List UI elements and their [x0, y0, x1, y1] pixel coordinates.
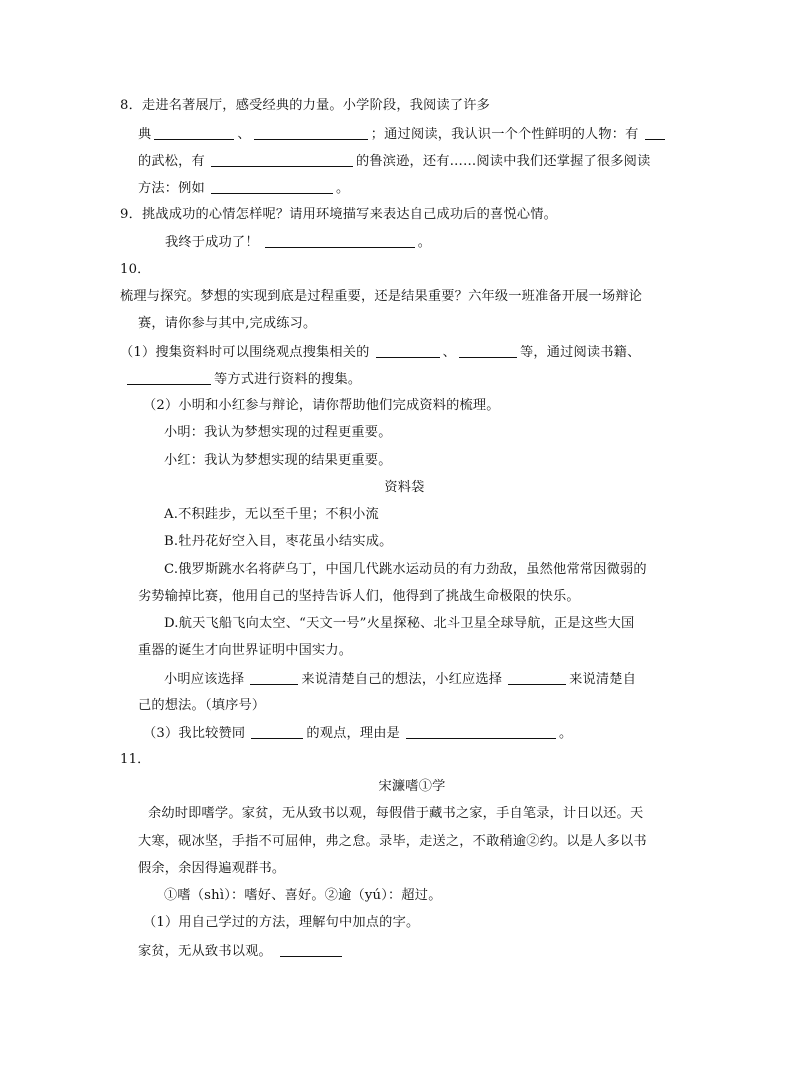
q8-text: 的鲁滨逊，还有……阅读中我们还掌握了很多阅读	[355, 154, 651, 169]
q8-text: ；通过阅读，我认识一个个性鲜明的人物：有	[370, 127, 639, 142]
q10-text: 等，通过阅读书籍、	[519, 345, 641, 360]
q10-option-c-line-2: 劣势输掉比赛，他用自己的坚持告诉人们，他得到了挑战生命极限的快乐。	[138, 589, 580, 604]
q10-xiaoming: 小明：我认为梦想实现的过程更重要。	[164, 425, 392, 440]
q8-text: 方法：例如	[138, 181, 205, 196]
q10-text: （3）我比较赞同	[143, 726, 246, 741]
q10-option-d-line-1: D.航天飞船飞向太空、“天文一号”火星探秘、北斗卫星全球导航，正是这些大国	[164, 616, 635, 631]
q9-text: 我终于成功了！	[165, 235, 259, 250]
q10-blank-3[interactable]	[127, 370, 211, 385]
q10-option-a: A.不积跬步，无以至千里；不积小流	[164, 507, 379, 522]
q8-line-4	[138, 179, 349, 198]
q9-line-1: 9．挑战成功的心情怎样呢？请用环境描写来表达自己成功后的喜悦心情。	[120, 207, 557, 222]
q8-text: 典	[138, 127, 152, 142]
q10-select-line-1	[164, 670, 636, 689]
q10-option-c-line-1: C.俄罗斯跳水名将萨乌丁，中国几代跳水运动员的有力劲敌，虽然他常常因微弱的	[164, 562, 647, 577]
q10-text: 的观点，理由是	[306, 726, 401, 741]
q10-blank-2[interactable]	[459, 343, 517, 358]
q11-passage-line-2: 大寒，砚冰坚，手指不可屈伸，弗之怠。录毕，走送之，不敢稍逾②约。以是人多以书	[138, 834, 647, 849]
q11-annotation: ①嗜（shì）：嗜好、喜好。②逾（yú）：超过。	[164, 888, 442, 903]
q11-blank-1[interactable]	[280, 942, 342, 957]
q8-line-2	[138, 125, 668, 144]
q10-select-line-2: 己的想法。（填序号）	[138, 698, 266, 713]
q8-text: 的武松，有	[138, 154, 205, 169]
q10-option-d-line-2: 重器的诞生才向世界证明中国实力。	[138, 643, 353, 658]
q10-text: （1）搜集资料时可以围绕观点搜集相关的	[120, 345, 370, 360]
q8-line-3	[138, 152, 650, 171]
q10-line-2: 赛，请你参与其中,完成练习。	[138, 316, 317, 331]
q8-blank-4[interactable]	[211, 152, 353, 167]
q10-number: 10．	[120, 262, 151, 277]
q10-text: 等方式进行资料的搜集。	[214, 372, 362, 387]
q11-part-1: （1）用自己学过的方法，理解句中加点的字。	[143, 915, 420, 930]
q10-text: 。	[559, 726, 573, 741]
q10-text: 来说清楚自己的想法，小红应选择	[301, 672, 503, 687]
q8-blank-1[interactable]	[154, 125, 234, 140]
q8-blank-2[interactable]	[254, 125, 368, 140]
q8-blank-3[interactable]	[645, 125, 665, 140]
q10-select-blank-2[interactable]	[508, 670, 566, 685]
q10-part-1	[120, 343, 640, 362]
q10-blank-5[interactable]	[406, 724, 556, 739]
q10-text: 、	[442, 345, 456, 360]
q11-passage-line-1: 余幼时即嗜学。家贫，无从致书以观，每假借于藏书之家，手自笔录，计日以还。天	[148, 806, 644, 821]
q10-material-bag-title: 资料袋	[384, 480, 425, 495]
q11-part-1-sentence	[138, 942, 345, 961]
q8-text: 、	[237, 127, 251, 142]
q10-option-b: B.牡丹花好空入目，枣花虽小结实成。	[164, 534, 393, 549]
q9-text: 。	[417, 235, 432, 250]
q10-part-2: （2）小明和小红参与辩论，请你帮助他们完成资料的梳理。	[143, 398, 500, 413]
q8-line-1: 8．走进名著展厅，感受经典的力量。小学阶段，我阅读了许多	[120, 98, 491, 113]
q10-part-3	[143, 724, 572, 743]
q8-text: 。	[335, 181, 350, 196]
q10-select-blank-1[interactable]	[250, 670, 298, 685]
q9-line-2	[165, 233, 431, 252]
q10-blank-4[interactable]	[251, 724, 303, 739]
q10-xiaohong: 小红：我认为梦想实现的结果更重要。	[164, 453, 392, 468]
q9-blank[interactable]	[265, 233, 415, 248]
q10-blank-1[interactable]	[376, 343, 440, 358]
q11-number: 11．	[120, 752, 151, 767]
q8-blank-5[interactable]	[211, 179, 333, 194]
q11-text: 家贫，无从致书以观。	[138, 944, 272, 959]
q11-passage-line-3: 假余，余因得遍观群书。	[138, 861, 286, 876]
q10-text: 来说清楚自	[569, 672, 637, 687]
q10-text: 小明应该选择	[164, 672, 245, 687]
q11-passage-title: 宋濂嗜①学	[378, 779, 446, 794]
q10-line-1: 梳理与探究。梦想的实现到底是过程重要，还是结果重要？六年级一班准备开展一场辩论	[120, 289, 643, 304]
q10-part-1-cont	[124, 370, 361, 389]
